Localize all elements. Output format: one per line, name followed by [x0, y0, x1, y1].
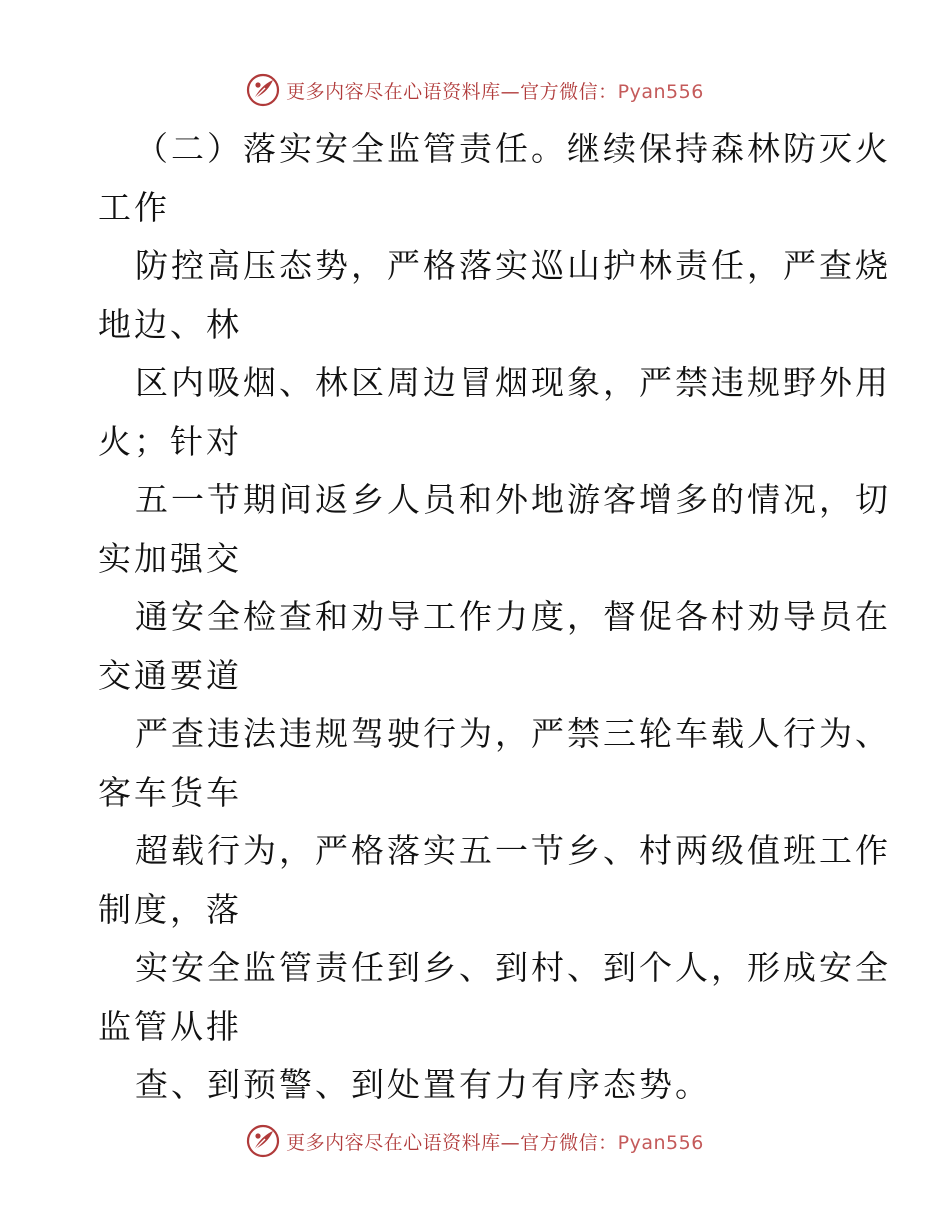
watermark-wechat-id: Pyan556 [617, 80, 704, 103]
paragraph-line: 通安全检查和劝导工作力度，督促各村劝导员在 [135, 597, 891, 636]
watermark-wechat-id: Pyan556 [617, 1131, 704, 1154]
feather-pen-logo-icon [246, 1124, 280, 1158]
watermark-text [286, 77, 704, 104]
document-body [98, 120, 891, 1115]
paragraph-line: 交通要道 [98, 655, 242, 695]
paragraph-line: 五一节期间返乡人员和外地游客增多的情况，切 [135, 480, 891, 519]
paragraph-line: （二）落实安全监管责任。继续保持森林防灭火 [135, 129, 891, 168]
paragraph-line: 客车货车 [98, 772, 242, 812]
paragraph-line: 防控高压态势，严格落实巡山护林责任，严查烧 [135, 246, 891, 285]
header-watermark [0, 70, 950, 110]
paragraph-line: 实加强交 [98, 538, 242, 578]
paragraph-line: 严查违法违规驾驶行为，严禁三轮车载人行为、 [135, 714, 891, 753]
watermark-label: 更多内容尽在心语资料库—官方微信： [286, 1131, 618, 1154]
feather-pen-logo-icon [246, 73, 280, 107]
paragraph-line: 监管从排 [98, 1006, 242, 1046]
paragraph-line: 实安全监管责任到乡、到村、到个人，形成安全 [135, 948, 891, 987]
paragraph-line: 地边、林 [98, 304, 242, 344]
footer-watermark [0, 1121, 950, 1161]
watermark-label: 更多内容尽在心语资料库—官方微信： [286, 80, 618, 103]
paragraph-line: 区内吸烟、林区周边冒烟现象，严禁违规野外用 [135, 363, 891, 402]
paragraph-line: 制度，落 [98, 889, 242, 929]
paragraph-line: 火；针对 [98, 421, 242, 461]
paragraph-line: 工作 [98, 187, 170, 227]
paragraph-line: 超载行为，严格落实五一节乡、村两级值班工作 [135, 831, 891, 870]
watermark-text [286, 1128, 704, 1155]
paragraph-line: 查、到预警、到处置有力有序态势。 [135, 1065, 711, 1104]
